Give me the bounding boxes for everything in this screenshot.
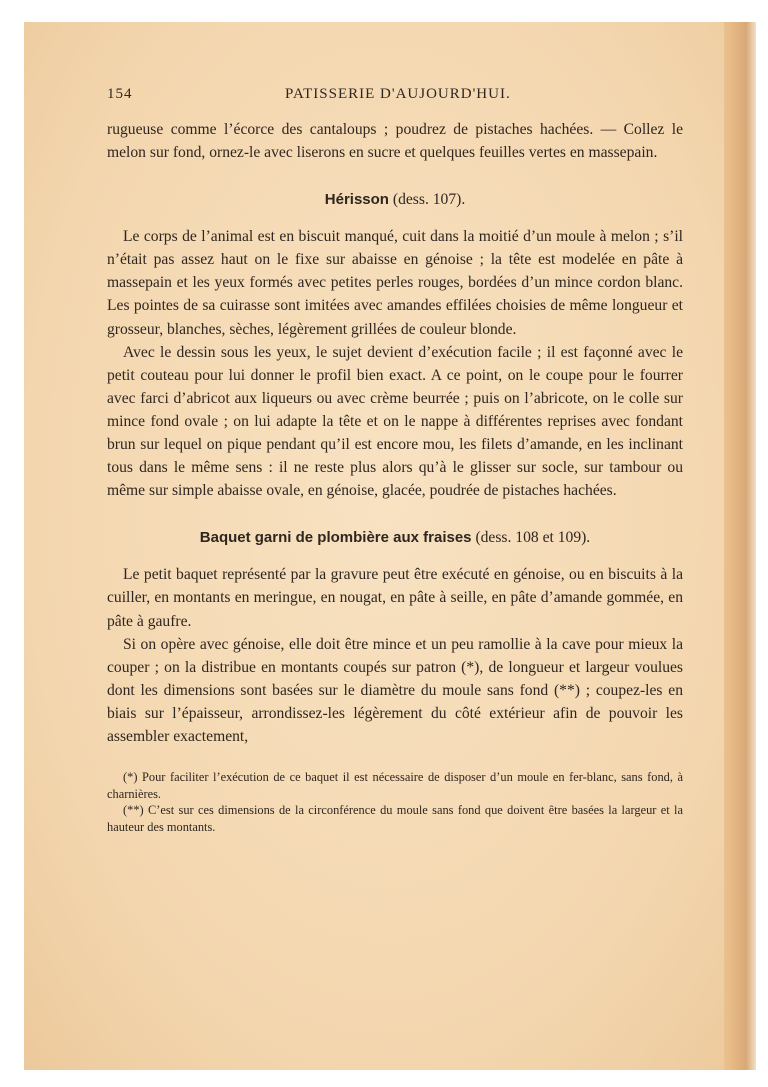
section-heading-herisson [107,188,683,211]
page-outer-edge [746,22,756,1070]
heading-title: Hérisson [324,191,389,209]
paragraph: Si on opère avec génoise, elle doit être mince et un peu ramollie à la cave pour mieux la couper ; on la distribue en montants coupés sur patron (*), de longueur et largeur voulues dont les dimensions sont basées sur le diamètre du moule sans fond (**) ; coupez-les en biais sur l’épaisseur, arrondissez-les légèrement du côté extérieur afin de pouvoir les assembler exactement, [107,635,683,745]
footnote: (*) Pour faciliter l’exécution de ce baquet il est nécessaire de disposer d’un moule en fer-blanc, sans fond, à charnières. [107,770,683,801]
heading-reference: (dess. 108 et 109). [475,529,591,547]
page-edge-shadow [724,22,746,1070]
footnotes [107,769,683,835]
section-heading-baquet [107,526,683,549]
footnote: (**) C’est sur ces dimensions de la circonférence du moule sans fond que doivent être basées la largeur et la hauteur des montants. [107,803,683,834]
page-number: 154 [107,86,133,102]
paragraph: Avec le dessin sous les yeux, le sujet devient d’exécution facile ; il est façonné avec le petit couteau pour lui donner le profil bien exact. A ce point, on le coupe pour le fourrer avec farci d’abricot aux liqueurs ou avec crème beurrée ; puis on l’abricote, on le colle sur mince fond ovale ; on lui adapte la tête et on le nappe à différentes reprises avec fondant brun sur lequel on pique pendant qu’il est encore mou, les filets d’amande, en les inclinant tous dans le même sens : il ne reste plus alors qu’à le glisser sur socle, sur tambour ou même sur simple abaisse ovale, en génoise, glacée, poudrée de pistaches hachées. [107,343,683,500]
running-head [107,86,683,112]
heading-title: Baquet garni de plombière aux fraises [199,529,472,547]
heading-reference: (dess. 107). [392,191,466,209]
paragraph: Le petit baquet représenté par la gravure peut être exécuté en génoise, ou en biscuits à la cuiller, en montants en meringue, en nougat, en pâte à seille, en pâte d’amande gommée, en pâte à gaufre. [107,566,683,630]
intro-paragraph: rugueuse comme l’écorce des cantaloups ; poudrez de pistaches hachées. — Collez le melon sur fond, ornez-le avec liserons en sucre et quelques feuilles vertes en massepain. [107,121,683,162]
page-text-block [107,86,683,835]
paragraph: Le corps de l’animal est en biscuit manqué, cuit dans la moitié d’un moule à melon ; s’il n’était pas assez haut on le fixe sur abaisse en génoise ; la tête est modelée en pâte à massepain et les yeux formés avec petites perles rouges, bordées d’un mince cordon blanc. Les pointes de sa cuirasse sont imitées avec amandes effilées choisies de même longueur et grosseur, blanches, sèches, légèrement grillées de couleur blonde. [107,228,683,338]
running-title: PATISSERIE D'AUJOURD'HUI. [285,86,511,102]
